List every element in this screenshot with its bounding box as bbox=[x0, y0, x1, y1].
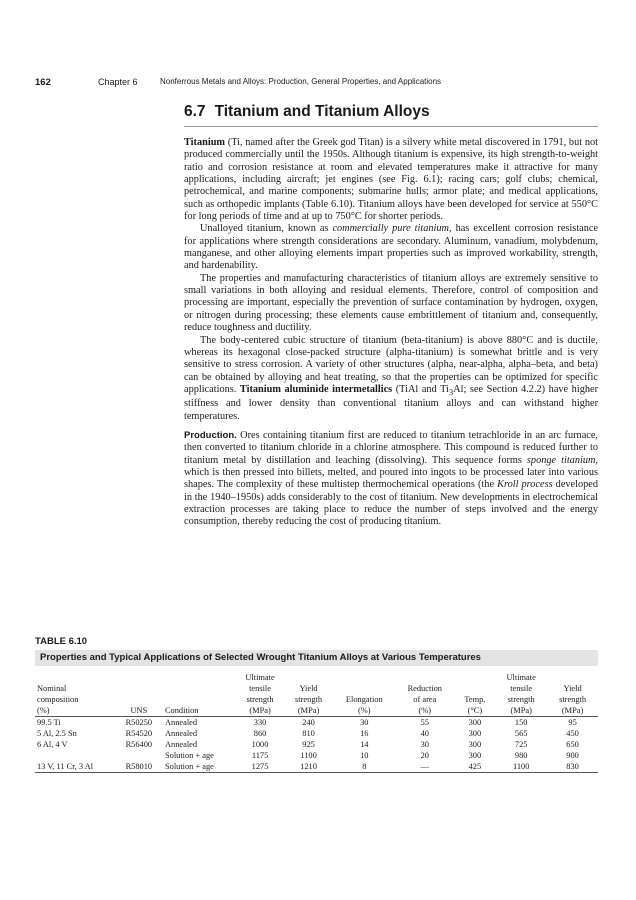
header-ultimate-tensile-2: Ultimate tensile strength (MPa) bbox=[495, 672, 547, 717]
cell-composition: 13 V, 11 Cr, 3 Al bbox=[35, 761, 115, 773]
paragraph-text: Unalloyed titanium, known as bbox=[200, 223, 333, 235]
cell-uts-temp: 150 bbox=[514, 718, 528, 727]
cell-temp: 300 bbox=[468, 740, 482, 749]
cell-composition: 99.5 Ti bbox=[37, 718, 61, 727]
cell-yield-temp: 830 bbox=[547, 761, 598, 773]
cell-temp: 300 bbox=[468, 718, 482, 727]
table-row bbox=[35, 761, 598, 773]
cell-elongation: 30 bbox=[360, 718, 369, 727]
cell-uts: 860 bbox=[253, 729, 267, 738]
cell-uts: 1000 bbox=[251, 740, 269, 749]
paragraph-properties bbox=[184, 273, 598, 335]
section-number: 6.7 bbox=[184, 103, 206, 120]
cell-yield: 240 bbox=[302, 718, 315, 727]
lead-term: Titanium bbox=[184, 137, 226, 148]
cell-uns bbox=[115, 750, 163, 761]
paragraph-text: Ores containing titanium first are reduced to titanium tetrachloride in an arc furnace, then converted to titanium chloride in a chlorine atmosphere. This compound is reduced further to titanium metal by distillation and leaching (dissolving). This sequence forms bbox=[184, 429, 598, 466]
header-condition: Condition bbox=[163, 672, 237, 717]
cell-condition: Annealed bbox=[164, 740, 198, 749]
table-header-row bbox=[35, 672, 598, 717]
cell-condition: Annealed bbox=[164, 718, 198, 727]
chapter-title: Nonferrous Metals and Alloys: Production, General Properties, and Applications bbox=[160, 77, 442, 86]
header-reduction-of-area: Reduction of area (%) bbox=[395, 672, 454, 717]
paragraph-production bbox=[184, 430, 598, 529]
cell-yield: 1210 bbox=[284, 761, 334, 773]
header-temperature: Temp. (°C) bbox=[455, 672, 496, 717]
emphasis-term: commercially pure titanium, bbox=[332, 223, 452, 235]
cell-temp: 300 bbox=[468, 729, 482, 738]
cell-composition: 6 Al, 4 V bbox=[37, 740, 68, 749]
cell-uns: R50250 bbox=[125, 718, 153, 727]
cell-uts: 330 bbox=[253, 718, 267, 727]
cell-condition: Annealed bbox=[164, 729, 198, 738]
table-row bbox=[35, 739, 598, 750]
paragraph-unalloyed bbox=[184, 223, 598, 272]
cell-temp: 300 bbox=[468, 751, 482, 760]
section-title: Titanium and Titanium Alloys bbox=[214, 103, 430, 120]
cell-uns: R56400 bbox=[125, 740, 153, 749]
paragraph-structure bbox=[184, 335, 598, 423]
section-heading bbox=[184, 103, 430, 121]
cell-yield: 1100 bbox=[300, 751, 317, 760]
header-uns: UNS bbox=[115, 672, 163, 717]
cell-yield-temp: 450 bbox=[566, 729, 579, 738]
paragraph-text: The body-centered cubic structure of titanium (beta-titanium) is above 880°C and is ductile, whereas its hexagonal close-packed structure (alpha-titanium) is somewhat brittle and is very sensitive to stress corrosion. A variety of other structures (alpha, near-alpha, alpha–beta, and beta) can be obtained by alloying and heat treating, so that the properties can be optimized for specific applications. bbox=[184, 334, 598, 395]
table-label: TABLE 6.10 bbox=[35, 636, 88, 647]
cell-reduction: 20 bbox=[420, 751, 429, 760]
paragraph-text: has excellent corrosion resistance for applications where strength considerations are secondary. Aluminum, vanadium, molybdenum, manganese, and other alloying elements impart properties such as improved workability, strength, and hardenability. bbox=[184, 223, 598, 272]
cell-uts-temp: 565 bbox=[514, 729, 528, 738]
page-number: 162 bbox=[35, 77, 51, 88]
paragraph-text: (Ti, named after the Greek god Titan) is a silvery white metal discovered in 1791, but not produced commercially until the 1950s. Although titanium is expensive, its high strength-to-weight ratio and corrosion resistance at room and elevated temperatures make it attractive for many applications, including aircraft; jet engines (see Fig. 6.1); racing cars; golf clubs; chemical, petrochemical, and marine components; submarine hulls; armor plate; and medical applications, such as orthopedic implants (Table 6.10). Titanium alloys have been developed for service at 550°C for long periods of time and at up to 750°C for shorter periods. bbox=[184, 137, 598, 223]
paragraph-text: The properties and manufacturing characteristics of titanium alloys are extremely sensitive to small variations in both alloying and residual elements. Therefore, control of composition and processing are important, especially the prevention of surface contamination by hydrogen, oxygen, or nitrogen during processing; these elements cause embrittlement of titanium and, consequently, reduce toughness and ductility. bbox=[184, 272, 598, 334]
cell-reduction: — bbox=[395, 761, 454, 773]
cell-temp: 425 bbox=[455, 761, 496, 773]
cell-yield: 810 bbox=[302, 729, 315, 738]
table-row bbox=[35, 750, 598, 761]
cell-uts-temp: 725 bbox=[514, 740, 528, 749]
cell-composition bbox=[35, 750, 115, 761]
cell-yield-temp: 900 bbox=[566, 751, 579, 760]
cell-uts: 1275 bbox=[237, 761, 284, 773]
chapter-label: Chapter 6 bbox=[98, 77, 138, 87]
cell-yield-temp: 650 bbox=[566, 740, 579, 749]
cell-uts: 1175 bbox=[251, 751, 269, 760]
header-nominal-composition: Nominal composition (%) bbox=[35, 672, 115, 717]
cell-reduction: 40 bbox=[420, 729, 429, 738]
runin-heading: Production. bbox=[184, 429, 237, 441]
cell-elongation: 8 bbox=[334, 761, 396, 773]
header-yield-strength-2: Yield strength (MPa) bbox=[547, 672, 598, 717]
cell-yield-temp: 95 bbox=[568, 718, 577, 727]
section-rule bbox=[184, 126, 598, 127]
table-row bbox=[35, 728, 598, 739]
subscript: 3 bbox=[448, 386, 454, 397]
header-elongation: Elongation (%) bbox=[334, 672, 396, 717]
table-row bbox=[35, 717, 598, 729]
cell-uns: R54520 bbox=[125, 729, 153, 738]
cell-uts-temp: 980 bbox=[514, 751, 528, 760]
paragraph-text: which is then pressed into billets, melted, and poured into ingots to be processed later into various shapes. The complexity of these multistep thermochemical operations (the bbox=[184, 466, 598, 491]
emphasis-term: sponge titanium, bbox=[526, 454, 598, 466]
cell-reduction: 30 bbox=[420, 740, 429, 749]
paragraph-text: Al; see Section 4.2.2) have higher stiffness and lower density than conventional titanium alloys and can withstand higher temperatures. bbox=[184, 383, 598, 422]
cell-uts-temp: 1100 bbox=[495, 761, 547, 773]
body-text bbox=[184, 137, 598, 529]
cell-elongation: 16 bbox=[360, 729, 369, 738]
running-header bbox=[35, 77, 442, 88]
header-yield-strength: Yield strength (MPa) bbox=[284, 672, 334, 717]
table-caption: Properties and Typical Applications of Selected Wrought Titanium Alloys at Various Temperatures bbox=[35, 650, 598, 666]
cell-composition: 5 Al, 2.5 Sn bbox=[37, 729, 77, 738]
cell-elongation: 10 bbox=[360, 751, 369, 760]
paragraph-text: (TiAl and Ti bbox=[392, 383, 449, 395]
cell-reduction: 55 bbox=[420, 718, 429, 727]
cell-condition: Solution + age bbox=[164, 751, 214, 760]
cell-elongation: 14 bbox=[360, 740, 369, 749]
cell-uns: R58010 bbox=[115, 761, 163, 773]
cell-yield: 925 bbox=[302, 740, 315, 749]
paragraph-text: developed in the 1940–1950s) adds considerably to the cost of titanium. New developments in electrochemical extraction processes are taking place to reduce the number of steps involved and the energy consumption, thereby reducing the cost of producing titanium. bbox=[184, 479, 598, 528]
cell-condition: Solution + age bbox=[163, 761, 237, 773]
header-ultimate-tensile: Ultimate tensile strength (MPa) bbox=[237, 672, 284, 717]
alloy-properties-table bbox=[35, 672, 598, 773]
bold-term: Titanium aluminide intermetallics bbox=[239, 383, 393, 395]
paragraph-intro bbox=[184, 137, 598, 223]
emphasis-term: Kroll process bbox=[497, 479, 553, 491]
